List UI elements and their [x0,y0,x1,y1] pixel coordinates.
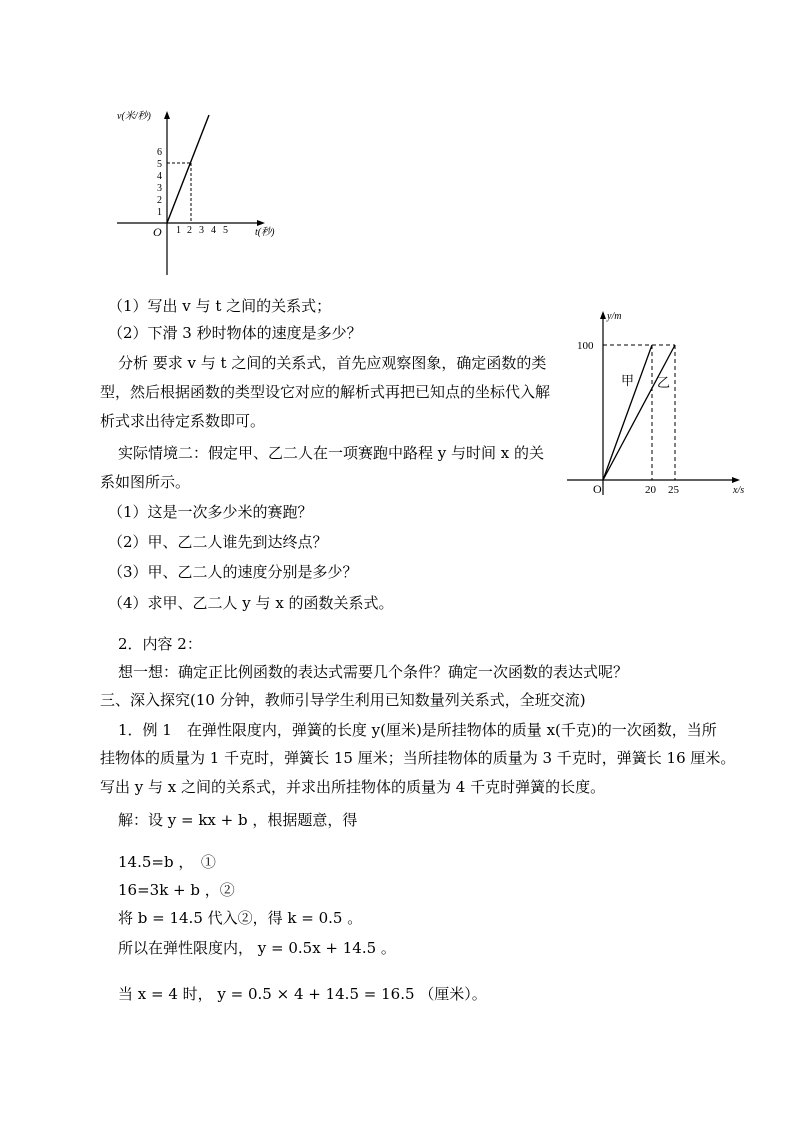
equation-1: 14.5=b ， ① [118,853,216,871]
analysis-line-3: 析式求出待定系数即可。 [100,412,266,430]
line-jia [603,345,652,480]
x-axis-label: x/s [733,485,745,495]
x-axis-label: t(秒) [255,227,275,238]
x-tick: 20 [645,484,656,495]
example-1-line-2: 挂物体的质量为 1 千克时，弹簧长 15 厘米；当所挂物体的质量为 3 千克时，弹簧长 16 厘米。 [100,749,736,767]
analysis-line-1: 分析 要求 v 与 t 之间的关系式，首先应观察图象，确定函数的类 [118,354,547,372]
x-tick: 25 [668,484,679,495]
y-tick: 100 [577,340,594,352]
content-2-heading: 2．内容 2： [118,635,202,653]
origin-label: O [593,482,602,495]
example-1-line-3: 写出 y 与 x 之间的关系式，并求出所挂物体的质量为 4 千克时弹簧的长度。 [100,778,606,796]
substitution-step: 将 b = 14.5 代入②，得 k = 0.5 。 [118,909,363,927]
line-jia-label: 甲 [621,373,635,388]
y-tick: 5 [157,159,162,170]
race-question-3: （3）甲、乙二人的速度分别是多少？ [108,563,358,581]
y-tick: 2 [157,195,162,206]
result-equation: 所以在弹性限度内， y = 0.5x + 14.5 。 [118,939,396,957]
question-1: （1）写出 v 与 t 之间的关系式； [108,297,332,315]
example-1-line-1: 1．例 1 在弹性限度内，弹簧的长度 y(厘米)是所挂物体的质量 x(千克)的一次函数，当所 [118,721,717,739]
y-tick: 3 [157,183,162,194]
line-yi-label: 乙 [657,375,671,390]
velocity-line [167,115,209,223]
x-tick: 1 [176,225,181,236]
scenario-line-2: 系如图所示。 [100,473,191,491]
y-axis-label: v(米/秒) [117,111,151,122]
analysis-line-2: 型，然后根据函数的类型设它对应的解析式再把已知点的坐标代入解 [100,383,551,401]
y-tick: 1 [157,207,162,218]
race-graph [565,305,760,495]
race-question-1: （1）这是一次多少米的赛跑？ [108,503,313,521]
y-tick: 4 [157,171,162,182]
x-tick: 2 [187,225,192,236]
origin-label: O [153,225,162,239]
y-axis-arrow [600,311,606,319]
x-tick: 4 [211,225,216,236]
equation-2: 16=3k + b ，② [118,881,235,899]
think-line: 想一想：确定正比例函数的表达式需要几个条件？确定一次函数的表达式呢？ [118,663,629,681]
question-2: （2）下滑 3 秒时物体的速度是多少？ [108,324,362,342]
y-axis-label: y/m [607,311,622,322]
y-tick: 6 [157,147,162,158]
x-tick: 3 [199,225,204,236]
line-yi [603,345,675,480]
x-tick: 5 [223,225,228,236]
y-axis-arrow [164,111,170,119]
race-question-2: （2）甲、乙二人谁先到达终点？ [108,533,328,551]
x-axis-arrow [257,220,265,226]
solution-intro: 解：设 y = kx + b ，根据题意，得 [118,811,358,829]
scenario-line-1: 实际情境二：假定甲、乙二人在一项赛跑中路程 y 与时间 x 的关 [118,444,545,462]
race-question-4: （4）求甲、乙二人 y 与 x 的函数关系式。 [108,594,394,612]
velocity-time-graph [105,105,300,280]
section-3-heading: 三、深入探究(10 分钟，教师引导学生利用已知数量列关系式，全班交流) [100,691,586,709]
final-answer: 当 x = 4 时， y = 0.5 × 4 + 14.5 = 16.5 （厘米）。 [118,985,487,1003]
x-axis-arrow [732,477,740,483]
